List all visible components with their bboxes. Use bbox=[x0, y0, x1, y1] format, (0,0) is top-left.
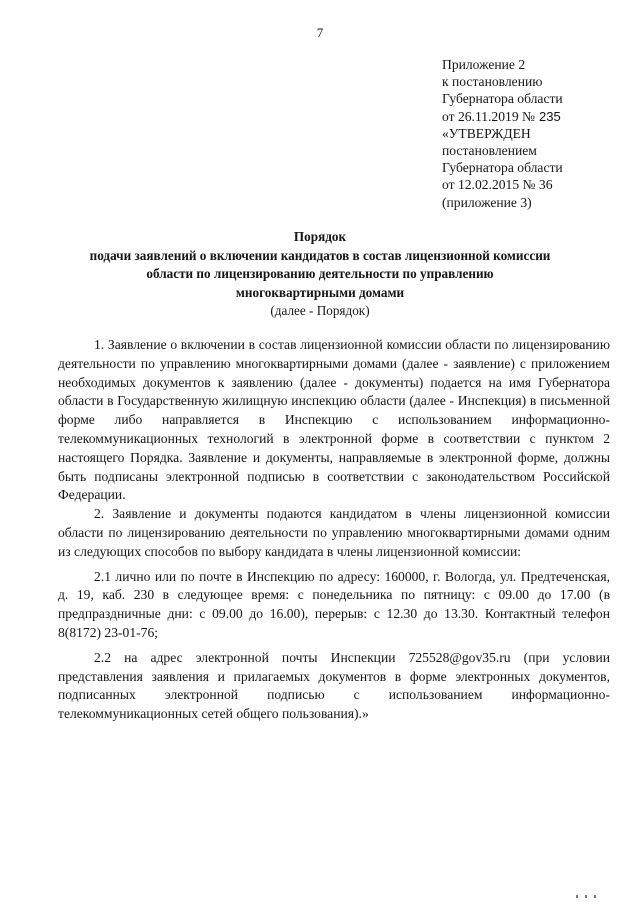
appendix-line: Губернатора области bbox=[442, 160, 563, 176]
appendix-line: Губернатора области bbox=[442, 91, 563, 107]
appendix-line-date bbox=[442, 108, 632, 125]
document-body bbox=[58, 336, 610, 724]
appendix-line: Приложение 2 bbox=[442, 57, 526, 72]
appendix-line: «УТВЕРЖДЕН bbox=[442, 125, 531, 141]
appendix-line: от 12.02.2015 № 36 bbox=[442, 177, 553, 193]
scan-artifact-mark bbox=[576, 894, 598, 899]
appendix-line: постановлением bbox=[442, 143, 537, 159]
appendix-line: (приложение 3) bbox=[442, 194, 532, 210]
handwritten-number: 235 bbox=[539, 108, 561, 124]
title-line: области по лицензированию деятельности по управлению bbox=[146, 266, 494, 282]
document-title bbox=[30, 228, 610, 321]
page-number: 7 bbox=[316, 25, 324, 40]
title-line: многоквартирными домами bbox=[235, 284, 405, 300]
paragraph-2: 2. Заявление и документы подаются кандидатом в члены лицензионной комиссии области по лицензированию деятельности по управлению многоквартирными домами одним из следующих способов по выбору кандидата в члены лицензионной комиссии: bbox=[58, 506, 610, 559]
paragraph-1: 1. Заявление о включении в состав лицензионной комиссии области по лицензированию деятельности по управлению многоквартирными домами (далее - заявление) с приложением необходимых документов к заявлению (далее - документы) подается на имя Губернатора области в Государственную жилищную инспекцию области (далее - Инспекция) в письменной форме либо направляется в Инспекцию с использованием информационно-телекоммуникационных технологий в электронной форме в соответствии с пунктом 2 настоящего Порядка. Заявление и документы, направляемые в электронной форме, должны быть подписаны электронной подписью в соответствии с законодательством Российской Федерации. bbox=[58, 337, 610, 503]
title-heading: Порядок bbox=[293, 229, 347, 244]
title-abbreviation: (далее - Порядок) bbox=[270, 303, 370, 319]
title-line: подачи заявлений о включении кандидатов в состав лицензионной комиссии bbox=[89, 247, 551, 263]
paragraph-2-1: 2.1 лично или по почте в Инспекцию по адресу: 160000, г. Вологда, ул. Предтеченская, д. 19, каб. 230 в следующее время: с понедельника по пятницу: с 09.00 до 17.00 (в предпраздничные дни: с 09.00 до 16.00), перерыв: с 12.30 до 13.30. Контактный телефон 8(8172) 23-01-76; bbox=[58, 568, 610, 640]
appendix-line-date-text: от 26.11.2019 № bbox=[442, 108, 535, 124]
appendix-approval-block bbox=[442, 56, 632, 211]
appendix-line: к постановлению bbox=[442, 74, 543, 90]
paragraph-2-2: 2.2 на адрес электронной почты Инспекции 725528@gov35.ru (при условии представления заявления и прилагаемых документов в форме электронных документов, подписанных электронной подписью с использованием информационно-телекоммуникационных сетей общего пользования).» bbox=[58, 649, 610, 722]
